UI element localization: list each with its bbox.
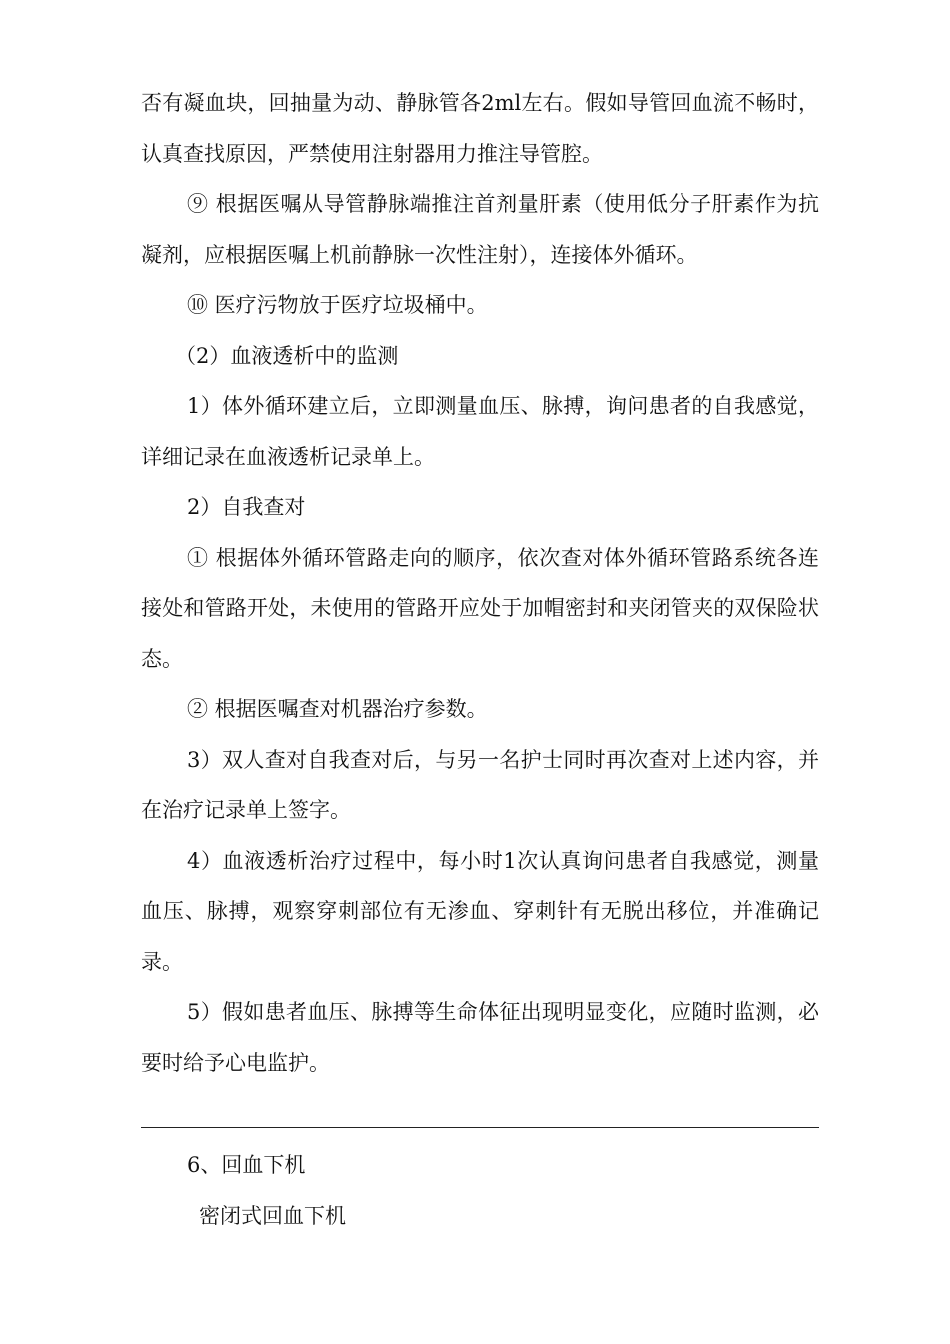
paragraph-item-4: 4）血液透析治疗过程中，每小时1次认真询问患者自我感觉，测量血压、脉搏，观察穿刺部位有无渗血、穿刺针有无脱出移位，并准确记录。	[141, 848, 819, 974]
horizontal-divider	[141, 1127, 819, 1128]
paragraph-item-2: 2）自我查对	[187, 495, 306, 519]
paragraph-step-9: ⑨ 根据医嘱从导管静脉端推注首剂量肝素（使用低分子肝素作为抗凝剂，应根据医嘱上机前静脉一次性注射），连接体外循环。	[141, 192, 819, 267]
document-body	[141, 78, 819, 1088]
paragraph-check-2: ② 根据医嘱查对机器治疗参数。	[187, 697, 488, 721]
subsection-heading-monitoring: （2）血液透析中的监测	[175, 343, 399, 368]
paragraph-check-1: ① 根据体外循环管路走向的顺序，依次查对体外循环管路系统各连接处和管路开处，未使用的管路开应处于加帽密封和夹闭管夹的双保险状态。	[141, 545, 819, 671]
paragraph-item-1: 1）体外循环建立后，立即测量血压、脉搏，询问患者的自我感觉，详细记录在血液透析记录单上。	[141, 394, 819, 469]
paragraph-item-5: 5）假如患者血压、脉搏等生命体征出现明显变化，应随时监测，必要时给予心电监护。	[141, 1000, 819, 1075]
paragraph-continuation: 否有凝血块，回抽量为动、静脉管各2ml左右。假如导管回血流不畅时，认真查找原因，严禁使用注射器用力推注导管腔。	[141, 91, 819, 166]
section-block	[141, 1140, 819, 1241]
section-subheading: 密闭式回血下机	[199, 1203, 346, 1228]
paragraph-step-10: ⑩ 医疗污物放于医疗垃圾桶中。	[187, 293, 488, 317]
section-heading: 6、回血下机	[187, 1153, 306, 1177]
paragraph-item-3: 3）双人查对自我查对后，与另一名护士同时再次查对上述内容，并在治疗记录单上签字。	[141, 747, 819, 822]
